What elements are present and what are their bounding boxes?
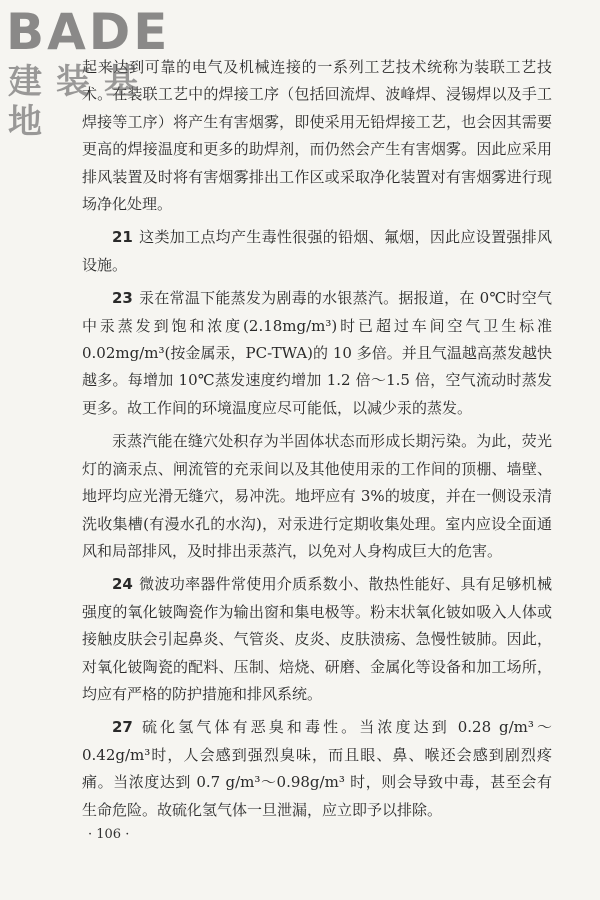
clause-number: 21 (112, 228, 133, 247)
clause-number: 24 (112, 575, 133, 594)
paragraph-text: 起来达到可靠的电气及机械连接的一系列工艺技术统称为装联工艺技术。在装联工艺中的焊接工序（包括回流焊、波峰焊、浸锡焊以及手工焊接等工序）将产生有害烟雾，即使采用无铅焊接工艺，也会因其需要更高的焊接温度和更多的助焊剂，而仍然会产生有害烟雾。因此应采用排风装置及时将有害烟雾排出工作区或采取净化装置对有害烟雾进行现场净化处理。 (82, 58, 552, 214)
body-text (82, 54, 552, 830)
paragraph-text: 这类加工点均产生毒性很强的铅烟、氟烟，因此应设置强排风设施。 (82, 228, 552, 274)
watermark-latin: BADE (6, 3, 171, 61)
paragraph-text: 硫化氢气体有恶臭和毒性。当浓度达到 0.28 g/m³～0.42g/m³时，人会感到强烈臭味，而且眼、鼻、喉还会感到剧烈疼痛。当浓度达到 0.7 g/m³～0.98g/m³ 时，则会导致中毒，甚至会有生命危险。故硫化氢气体一旦泄漏，应立即予以排除。 (82, 718, 552, 819)
paragraph-text: 微波功率器件常使用介质系数小、散热性能好、具有足够机械强度的氧化铍陶瓷作为输出窗和集电极等。粉末状氧化铍如吸入人体或接触皮肤会引起鼻炎、气管炎、皮炎、皮肤溃疡、急慢性铍肺。因此，对氧化铍陶瓷的配料、压制、焙烧、研磨、金属化等设备和加工场所，均应有严格的防护措施和排风系统。 (82, 575, 552, 703)
clause-27 (82, 714, 552, 824)
clause-23-continued (82, 428, 552, 565)
paragraph-text: 汞在常温下能蒸发为剧毒的水银蒸汽。据报道，在 0℃时空气中汞蒸发到饱和浓度(2.18mg/m³)时已超过车间空气卫生标准 0.02mg/m³(按金属汞，PC-TWA)的 10 多倍。并且气温越高蒸发越快越多。每增加 10℃蒸发速度约增加 1.2 倍～1.5 倍，空气流动时蒸发更多。故工作间的环境温度应尽可能低，以减少汞的蒸发。 (82, 289, 552, 417)
clause-23 (82, 285, 552, 422)
watermark-cjk: 建装基地 (8, 62, 152, 142)
clause-21 (82, 224, 552, 279)
paragraph-continuation (82, 54, 552, 218)
paragraph-text: 汞蒸汽能在缝穴处积存为半固体状态而形成长期污染。为此，荧光灯的滴汞点、闸流管的充汞间以及其他使用汞的工作间的顶棚、墙壁、地坪均应光滑无缝穴，易冲洗。地坪应有 3%的坡度，并在一侧设汞清洗收集槽(有漫水孔的水沟)，对汞进行定期收集处理。室内应设全面通风和局部排风，及时排出汞蒸汽，以免对人身构成巨大的危害。 (82, 432, 552, 560)
clause-number: 23 (112, 289, 133, 308)
clause-number: 27 (112, 718, 133, 737)
clause-24 (82, 571, 552, 708)
page-number: · 106 · (88, 827, 130, 842)
